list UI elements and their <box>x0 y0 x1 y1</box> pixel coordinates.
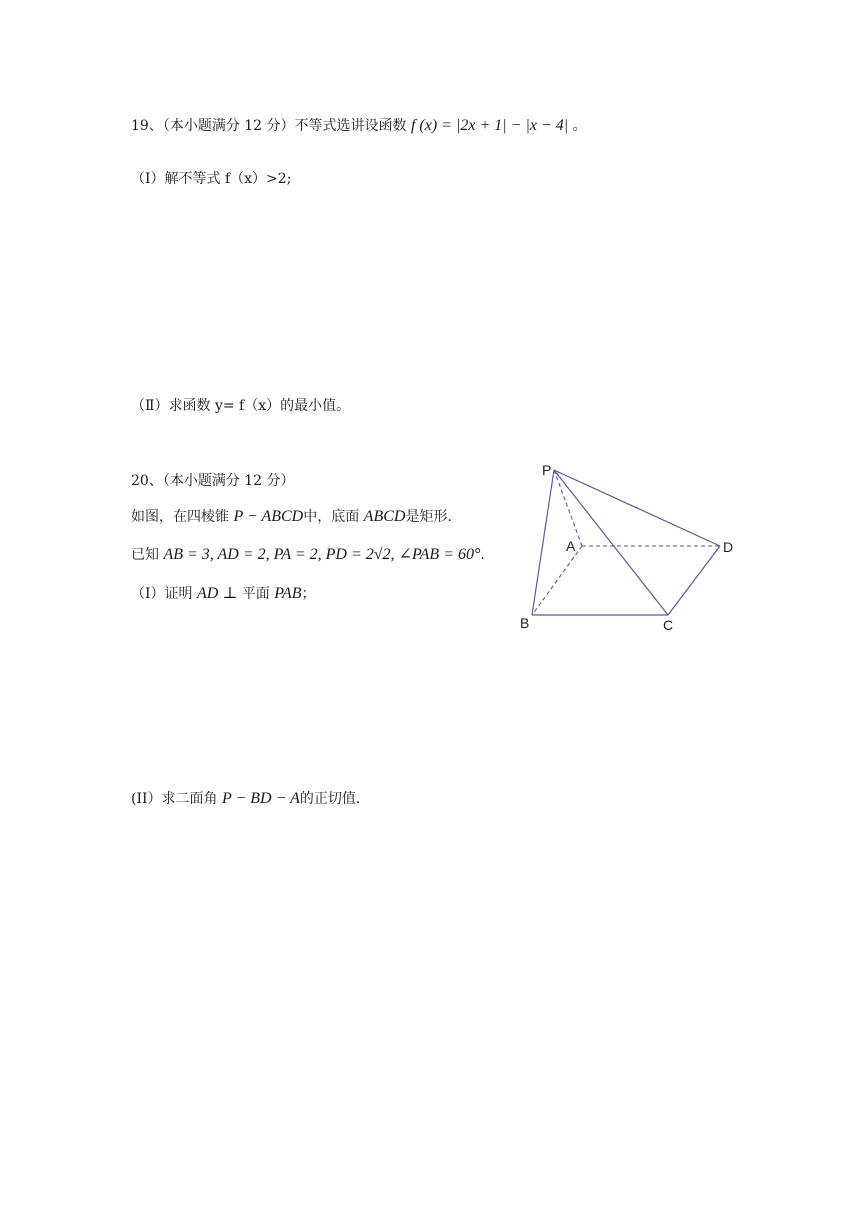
q19-part1: （Ⅰ）解不等式 f（x）>2; <box>131 171 292 187</box>
q20-given-a: 已知 <box>131 547 159 563</box>
q20-given <box>131 545 485 565</box>
q20-given-end: . <box>480 547 485 563</box>
vertex-label-p: P <box>542 462 552 478</box>
q20-intro-b: 中，底面 <box>303 509 360 525</box>
q19-end: 。 <box>572 118 587 134</box>
q19-part2: （Ⅱ）求函数 y= f（x）的最小值。 <box>131 398 351 414</box>
q19-header: 19、（本小题满分 12 分）不等式选讲设函数 <box>131 118 407 134</box>
q20-header: 20、（本小题满分 12 分） <box>131 473 295 489</box>
q20-part2-b: 的正切值. <box>299 791 361 807</box>
q19-function: f (x) = |2x + 1| − |x − 4| <box>410 117 569 134</box>
q20-part2 <box>131 789 360 809</box>
q20-part1-end: ； <box>301 586 316 602</box>
q19-header-line <box>131 116 587 136</box>
q20-part1 <box>131 584 316 604</box>
q20-part1-plane: PAB <box>274 585 302 602</box>
q20-part1-math: AD ⊥ <box>196 585 238 602</box>
edge-cd <box>668 546 720 615</box>
q20-intro-a: 如图，在四棱锥 <box>131 509 229 525</box>
pyramid-figure <box>510 455 750 635</box>
vertex-label-b: B <box>520 615 530 631</box>
edge-ab-hidden <box>532 546 582 615</box>
q20-given-math: AB = 3, AD = 2, PA = 2, PD = 2√2, ∠PAB = 60° <box>163 546 481 563</box>
q20-part2-math: P − BD − A <box>221 790 300 807</box>
q20-intro-pyramid: P − ABCD <box>233 508 304 525</box>
edge-pd <box>554 470 720 546</box>
q20-intro <box>131 507 452 527</box>
q20-intro-base: ABCD <box>363 508 406 525</box>
vertex-label-c: C <box>663 617 674 633</box>
q20-intro-c: 是矩形. <box>405 509 452 525</box>
edge-pb <box>532 470 554 615</box>
q20-part1-b: 平面 <box>241 586 270 602</box>
vertex-label-a: A <box>566 538 576 554</box>
q20-part2-a: (II）求二面角 <box>131 791 218 807</box>
q20-part1-a: （Ⅰ）证明 <box>131 586 193 602</box>
vertex-label-d: D <box>723 539 734 555</box>
